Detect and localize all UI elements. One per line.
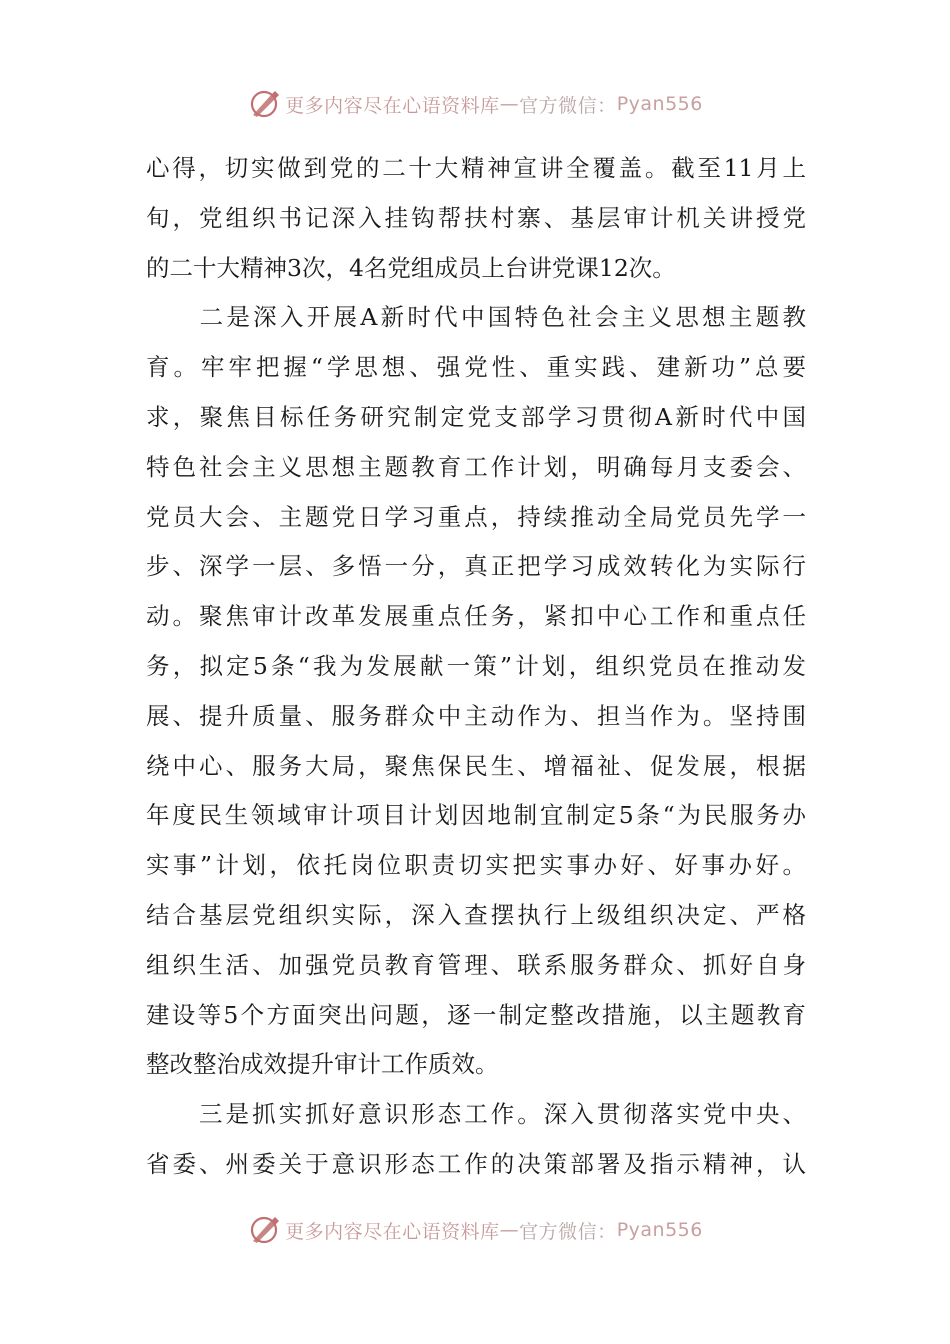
watermark-brand: 更多内容尽在心语资料库 [285,94,500,117]
text-line: 结合基层党组织实际，深入查摆执行上级组织决定、严格 [146,900,806,929]
text-line: 省委、州委关于意识形态工作的决策部署及指示精神，认 [146,1149,806,1178]
text-line: 动。聚焦审计改革发展重点任务，紧扣中心工作和重点任 [146,602,806,631]
text-line: 务，拟定5条“我为发展献一策”计划，组织党员在推动发 [146,651,806,680]
watermark-brand: 更多内容尽在心语资料库 [285,1220,500,1243]
watermark-wechat-label: 官方微信： [519,1220,617,1243]
watermark-wechat-label: 官方微信： [519,94,617,117]
text-line: 特色社会主义思想主题教育工作计划，明确每月支委会、 [146,452,806,481]
text-line: 组织生活、加强党员教育管理、联系服务群众、抓好自身 [146,950,806,979]
watermark-account: Pyan556 [616,1219,703,1241]
text-line: 步、深学一层、多悟一分，真正把学习成效转化为实际行 [146,552,806,581]
watermark-account: Pyan556 [616,93,703,115]
text-line: 整改整治成效提升审计工作质效。 [146,1050,499,1079]
text-line: 建设等5个方面突出问题，逐一制定整改措施，以主题教育 [146,1000,806,1029]
text-line: 旬，党组织书记深入挂钩帮扶村寨、基层审计机关讲授党 [146,203,806,232]
text-line: 年度民生领域审计项目计划因地制宜制定5条“为民服务办 [146,801,806,830]
footer-watermark [0,1210,950,1250]
text-line: 党员大会、主题党日学习重点，持续推动全局党员先学一 [146,502,806,531]
text-line: 心得，切实做到党的二十大精神宣讲全覆盖。截至11月上 [146,154,806,182]
pen-logo-icon [247,87,281,121]
header-watermark [0,84,950,124]
text-line: 展、提升质量、服务群众中主动作为、担当作为。坚持围 [146,701,806,730]
text-line: 求，聚焦目标任务研究制定党支部学习贯彻A新时代中国 [146,402,806,431]
document-body [146,144,806,1190]
text-line: 的二十大精神3次，4名党组成员上台讲党课12次。 [146,253,676,282]
text-line: 实事”计划，依托岗位职责切实把实事办好、好事办好。 [146,851,806,880]
text-line: 育。牢牢把握“学思想、强党性、重实践、建新功”总要 [146,353,806,382]
text-line: 二是深入开展A新时代中国特色社会主义思想主题教 [146,303,806,332]
watermark-separator: — [499,1219,520,1241]
text-line: 绕中心、服务大局，聚焦保民生、增福祉、促发展，根据 [146,751,806,780]
text-line: 三是抓实抓好意识形态工作。深入贯彻落实党中央、 [146,1100,806,1129]
pen-logo-icon [247,1213,281,1247]
watermark-separator: — [499,93,520,115]
